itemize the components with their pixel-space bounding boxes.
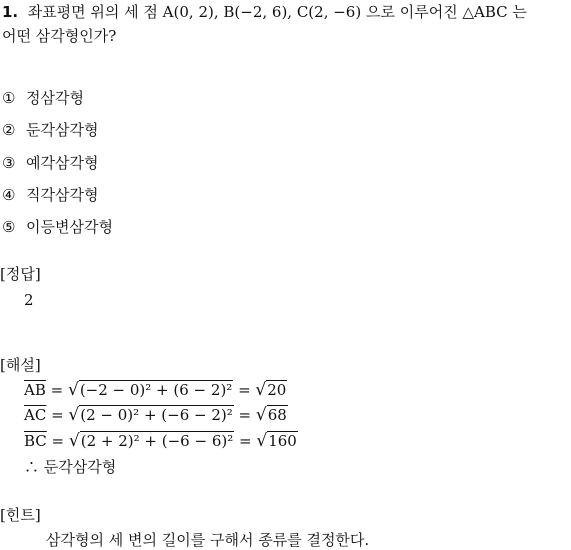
equals-sign: = — [234, 432, 257, 450]
explanation-label: [해설] — [0, 356, 41, 374]
segment-ac: $\overline{AC}$ — [24, 406, 47, 424]
equals-sign: = — [233, 406, 256, 424]
explanation-row-ac — [24, 405, 288, 425]
answer-label: [정답] — [0, 265, 41, 283]
question-text-line-2: 어떤 삼각형인가? — [2, 27, 117, 45]
sqrt-bc: √(2 + 2)² + (−6 − 6)² — [68, 431, 234, 451]
explanation-conclusion: ∴ 둔각삼각형 — [24, 458, 117, 476]
sqrt-ab: √(−2 − 0)² + (6 − 2)² — [67, 380, 233, 400]
hint-label: [힌트] — [0, 506, 41, 524]
option-1-number: ① — [2, 89, 16, 107]
equals-sign: = — [46, 432, 69, 450]
sqrt-ac-result: √68 — [255, 405, 287, 425]
segment-ab: $\overline{AB}$ — [24, 381, 46, 399]
result-bc: 160 — [268, 432, 297, 450]
option-4[interactable] — [2, 185, 98, 205]
sqrt-ac: √(2 − 0)² + (−6 − 2)² — [68, 405, 233, 425]
sqrt-bc-result: √160 — [256, 431, 297, 451]
sqrt-ab-result: √20 — [255, 380, 287, 400]
option-3[interactable] — [2, 153, 98, 173]
option-4-text: 직각삼각형 — [26, 186, 99, 204]
question-number: 1. — [2, 3, 19, 21]
option-3-text: 예각삼각형 — [26, 154, 99, 172]
result-ab: 20 — [267, 381, 287, 399]
option-2[interactable] — [2, 120, 98, 140]
radicand-bc: (2 + 2)² + (−6 − 6)² — [80, 432, 234, 450]
radicand-ac: (2 − 0)² + (−6 − 2)² — [80, 406, 233, 424]
option-5-text: 이등변삼각형 — [26, 218, 113, 236]
explanation-row-bc — [24, 431, 298, 451]
question-line-1 — [2, 2, 527, 22]
equals-sign: = — [46, 406, 69, 424]
result-ac: 68 — [267, 406, 287, 424]
option-3-number: ③ — [2, 154, 16, 172]
option-5-number: ⑤ — [2, 218, 16, 236]
question-text-line-1: 좌표평면 위의 세 점 A(0, 2), B(−2, 6), C(2, −6) 으로 이루어진 △ABC 는 — [27, 3, 527, 21]
radicand-ab: (−2 − 0)² + (6 − 2)² — [79, 381, 233, 399]
option-1-text: 정삼각형 — [26, 89, 84, 107]
option-1[interactable] — [2, 88, 84, 108]
equals-sign: = — [233, 381, 256, 399]
segment-bc: $\overline{BC}$ — [24, 432, 47, 450]
equals-sign: = — [45, 381, 68, 399]
option-4-number: ④ — [2, 186, 16, 204]
option-5[interactable] — [2, 217, 113, 237]
option-2-text: 둔각삼각형 — [26, 121, 99, 139]
hint-text: 삼각형의 세 변의 길이를 구해서 종류를 결정한다. — [46, 531, 370, 549]
answer-value: 2 — [24, 291, 34, 309]
explanation-row-ab — [24, 380, 287, 400]
option-2-number: ② — [2, 121, 16, 139]
